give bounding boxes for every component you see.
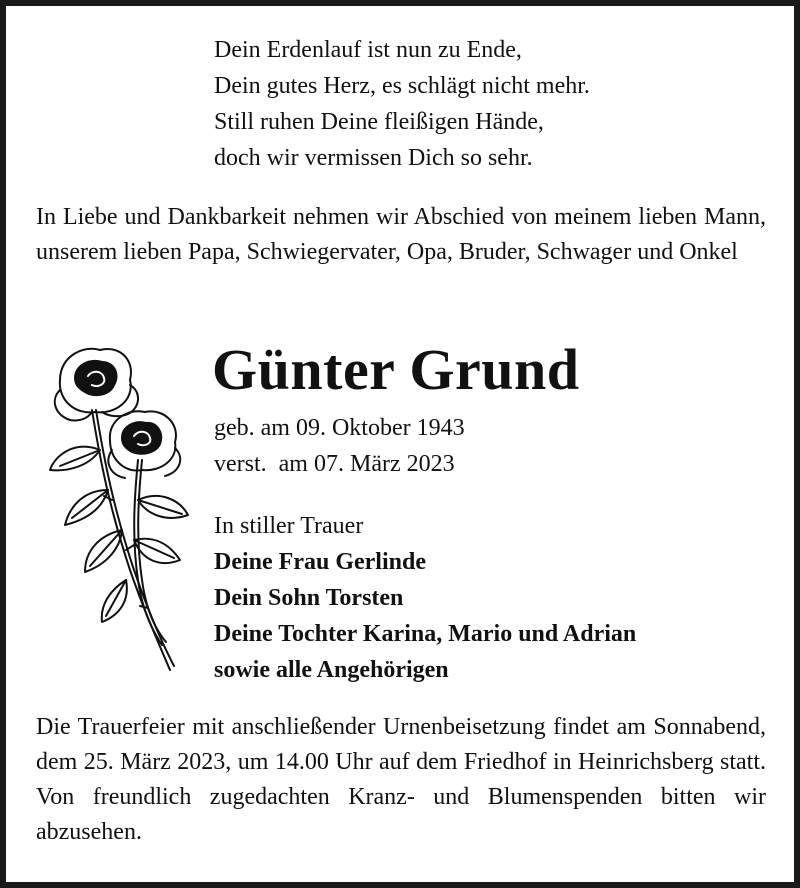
mourner-name: Dein Sohn Torsten [214, 585, 404, 611]
life-dates [214, 410, 465, 482]
poem-line: Dein Erdenlauf ist nun zu Ende, [214, 37, 522, 63]
poem-line: Dein gutes Herz, es schlägt nicht mehr. [214, 73, 590, 99]
poem-line: Still ruhen Deine fleißigen Hände, [214, 109, 544, 135]
mourners [214, 508, 636, 688]
intro-text: In Liebe und Dankbarkeit nehmen wir Abschied von meinem lieben Mann, unserem lieben Papa, Schwiegervater, Opa, Bruder, Schwager und Onkel [36, 204, 766, 265]
mourner-name: sowie alle Angehörigen [214, 657, 449, 683]
poem [214, 32, 590, 176]
death-date: verst. am 07. März 2023 [214, 451, 455, 477]
mourner-name: Deine Frau Gerlinde [214, 549, 426, 575]
birth-date: geb. am 09. Oktober 1943 [214, 415, 465, 441]
mourning-heading: In stiller Trauer [214, 513, 364, 539]
mourner-name: Deine Tochter Karina, Mario und Adrian [214, 621, 637, 647]
deceased-name: Günter Grund [212, 337, 580, 402]
funeral-notice: Die Trauerfeier mit anschließender Urnenbeisetzung findet am Sonnabend, dem 25. März 2023, um 14.00 Uhr auf dem Friedhof in Heinrichsberg statt. Von freundlich zugedachten Kranz- und Blumenspenden bitten wir abzusehen. [36, 714, 766, 845]
poem-line: doch wir vermissen Dich so sehr. [214, 145, 533, 171]
roses-icon [30, 340, 200, 680]
